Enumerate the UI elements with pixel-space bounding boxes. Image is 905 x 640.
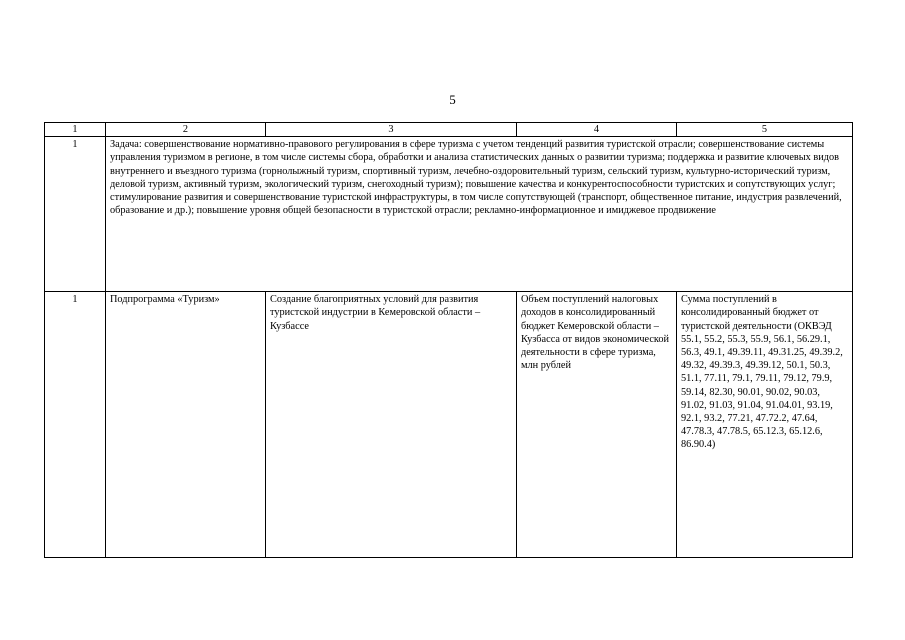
header-cell-2: 2	[106, 123, 266, 137]
program-goal: Создание благоприятных условий для развития туристской индустрии в Кемеровской области – Кузбассе	[266, 292, 517, 558]
table-header-row	[45, 123, 853, 137]
header-cell-4: 4	[517, 123, 677, 137]
calculation-method: Сумма поступлений в консолидированный бюджет от туристской деятельности (ОКВЭД 55.1, 55.2, 55.3, 55.9, 56.1, 56.29.1, 56.3, 49.1, 49.39.11, 49.31.25, 49.39.2, 49.32, 49.39.3, 49.39.12, 50.1, 50.3, 51.1, 77.11, 79.1, 79.11, 79.12, 79.9, 59.14, 82.30, 90.01, 90.02, 90.03, 91.02, 91.03, 91.04, 91.04.01, 93.19, 92.1, 93.2, 77.21, 47.72.2, 47.64, 47.78.3, 47.78.5, 65.12.3, 65.12.6, 86.90.4)	[677, 292, 853, 558]
task-row-number: 1	[45, 137, 106, 292]
page-number: 5	[449, 92, 456, 107]
header-cell-5: 5	[677, 123, 853, 137]
header-cell-3: 3	[266, 123, 517, 137]
task-row	[45, 137, 853, 292]
document-table	[44, 122, 853, 558]
task-text: Задача: совершенствование нормативно-правового регулирования в сфере туризма с учетом тенденций развития туристской отрасли; совершенствование системы управления туризмом в регионе, в том числе системы сбора, обработки и анализа статистических данных о развитии туризма; поддержка и развитие ключевых видов внутреннего и въездного туризма (горнолыжный туризм, спортивный туризм, лечебно-оздоровительный туризм, сельский туризм, культурно-исторический туризм, деловой туризм, активный туризм, экологический туризм, снегоходный туризм); повышение качества и конкурентоспособности туристских и сопутствующих услуг; стимулирование развития и совершенствование туристской инфраструктуры, в том числе сопутствующей (транспорт, общественное питание, индустрия развлечений, образование и др.); повышение уровня общей безопасности в туристской отрасли; рекламно-информационное и имиджевое продвижение	[110, 139, 842, 217]
program-row-number: 1	[45, 292, 106, 558]
indicator-unit: млн рублей	[521, 360, 571, 372]
program-name: Подпрограмма «Туризм»	[106, 292, 266, 558]
header-cell-1: 1	[45, 123, 106, 137]
program-row	[45, 292, 853, 558]
indicator-name	[517, 292, 677, 558]
task-description	[106, 137, 853, 292]
indicator-text: Объем поступлений налоговых доходов в консолидированный бюджет Кемеровской области – Кузбасса от видов экономической деятельности в сфере туризма,	[521, 294, 670, 359]
